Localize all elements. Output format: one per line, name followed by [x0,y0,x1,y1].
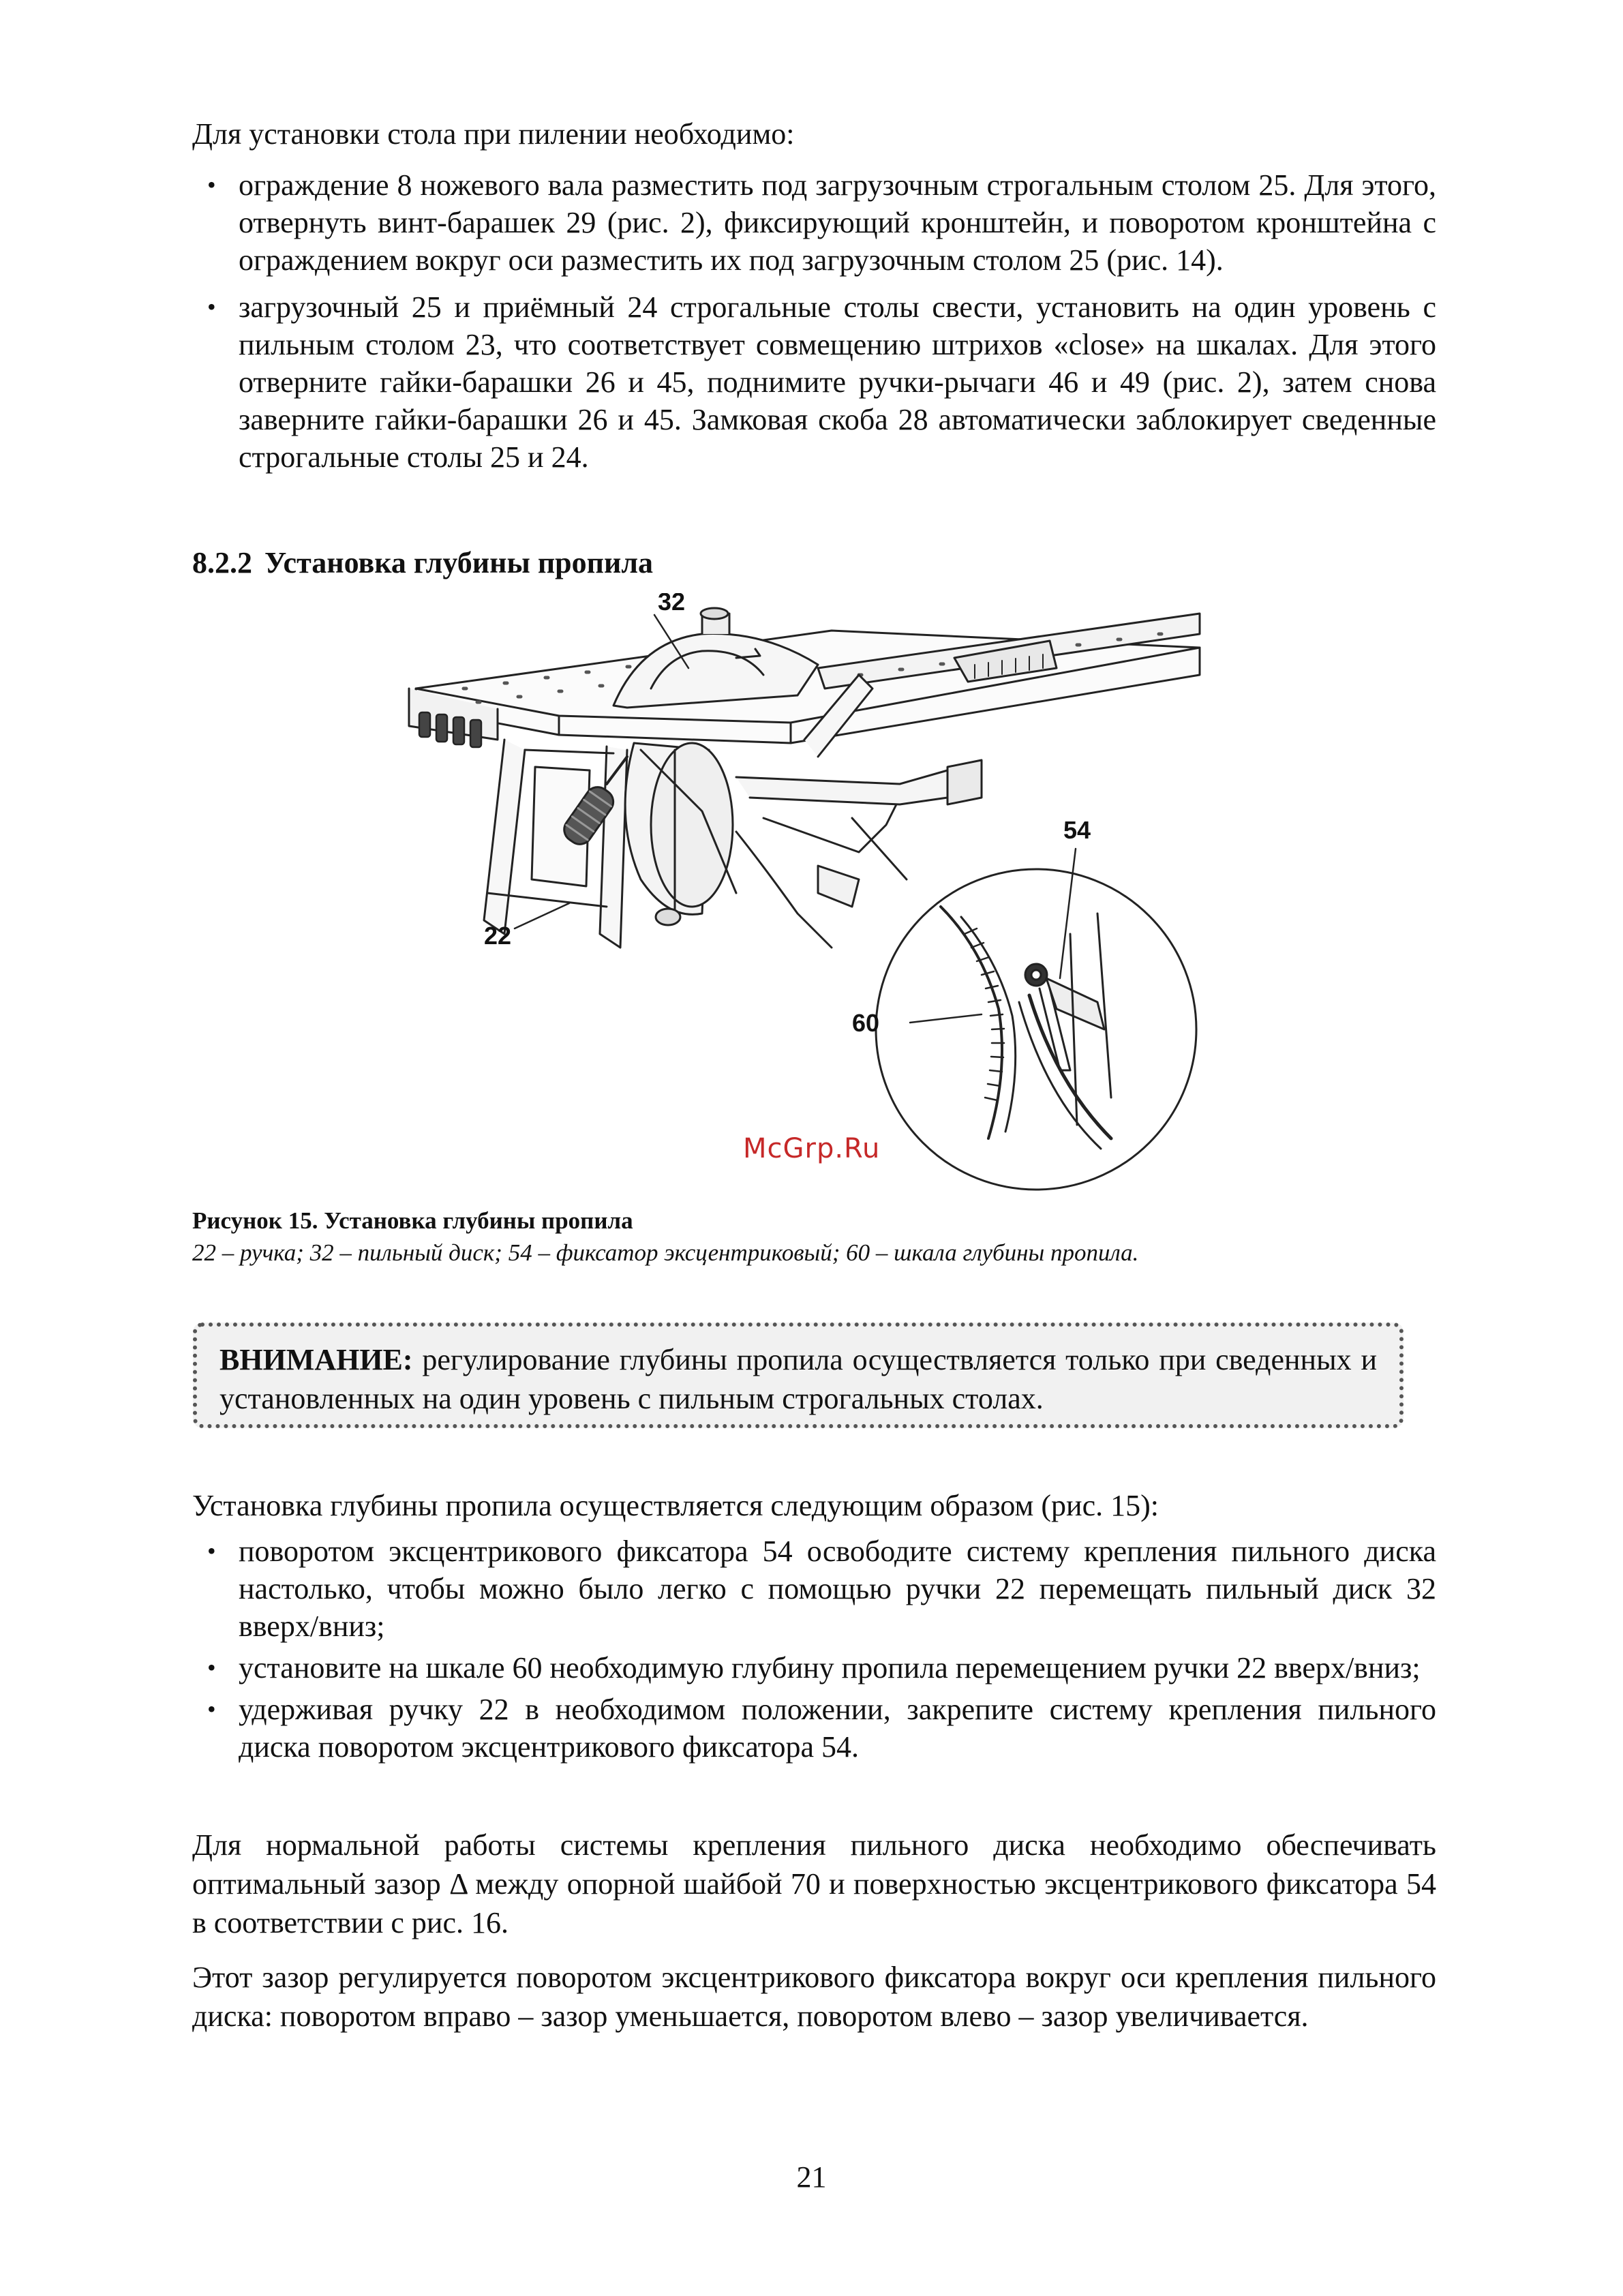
body-paragraph: Этот зазор регулируется поворотом эксцентрикового фиксатора вокруг оси крепления пильного диска: поворотом вправо – зазор уменьшается, поворотом влево – зазор увеличивается. [192,1961,1436,2033]
figure-caption-legend: 22 – ручка; 32 – пильный диск; 54 – фиксатор эксцентриковый; 60 – шкала глубины пропила. [192,1239,1139,1266]
callout-label-54: 54 [1063,816,1091,844]
attention-notice-box [193,1323,1404,1428]
section-number: 8.2.2 [192,546,252,579]
callout-label-60: 60 [852,1009,880,1037]
figure-caption-title: Рисунок 15. Установка глубины пропила [192,1207,633,1234]
list-item: • ограждение 8 ножевого вала разместить под загрузочным строгальным столом 25. Для этого, отвернуть винт-барашек 29 (рис. 2), фиксирующий кронштейн, и поворотом кронштейна с ограждением вокруг оси разместить их под загрузочным столом 25 (рис. 14). [207,168,1436,277]
list-item: • установите на шкале 60 необходимую глубину пропила перемещением ручки 22 вверх/вниз; [207,1651,1421,1685]
procedure-lead: Установка глубины пропила осуществляется следующим образом (рис. 15): [192,1489,1159,1522]
list-item: • загрузочный 25 и приёмный 24 строгальные столы свести, установить на один уровень с пильным столом 23, что соответствует совмещению штрихов «close» на шкалах. Для этого отверните гайки-барашки 26 и 45, поднимите ручки-рычаги 46 и 49 (рис. 2), затем снова заверните гайки-барашки 26 и 45. Замковая скоба 28 автоматически заблокирует сведенные строгальные столы 25 и 24. [207,290,1436,474]
intro-bullet-list [207,166,1436,476]
section-title: Установка глубины пропила [264,546,654,579]
body-paragraph: Для нормальной работы системы крепления пильного диска необходимо обеспечивать оптимальный зазор Δ между опорной шайбой 70 и поверхностью эксцентрикового фиксатора 54 в соответствии с рис. 16. [192,1828,1436,1939]
section-heading [192,545,653,580]
notice-body: регулирование глубины пропила осуществляется только при сведенных и установленных на один уровень с пильным строгальных столах. [219,1343,1377,1415]
callout-label-32: 32 [658,593,686,616]
list-item: • поворотом эксцентрикового фиксатора 54 освободите систему крепления пильного диска настолько, чтобы можно было легко с помощью ручки 22 перемещать пильный диск 32 вверх/вниз; [207,1535,1436,1643]
callout-label-22: 22 [484,922,512,950]
intro-lead: Для установки стола при пилении необходимо: [192,117,795,151]
notice-text [219,1340,1377,1418]
saw-table-illustration [382,593,1268,1220]
list-item: • удерживая ручку 22 в необходимом положении, закрепите систему крепления пильного диска поворотом эксцентрикового фиксатора 54. [207,1693,1436,1764]
watermark: McGrp.Ru [743,1133,881,1164]
notice-label: ВНИМАНИЕ: [219,1343,413,1376]
page-number: 21 [796,2160,827,2194]
procedure-bullet-list [207,1532,1436,1766]
